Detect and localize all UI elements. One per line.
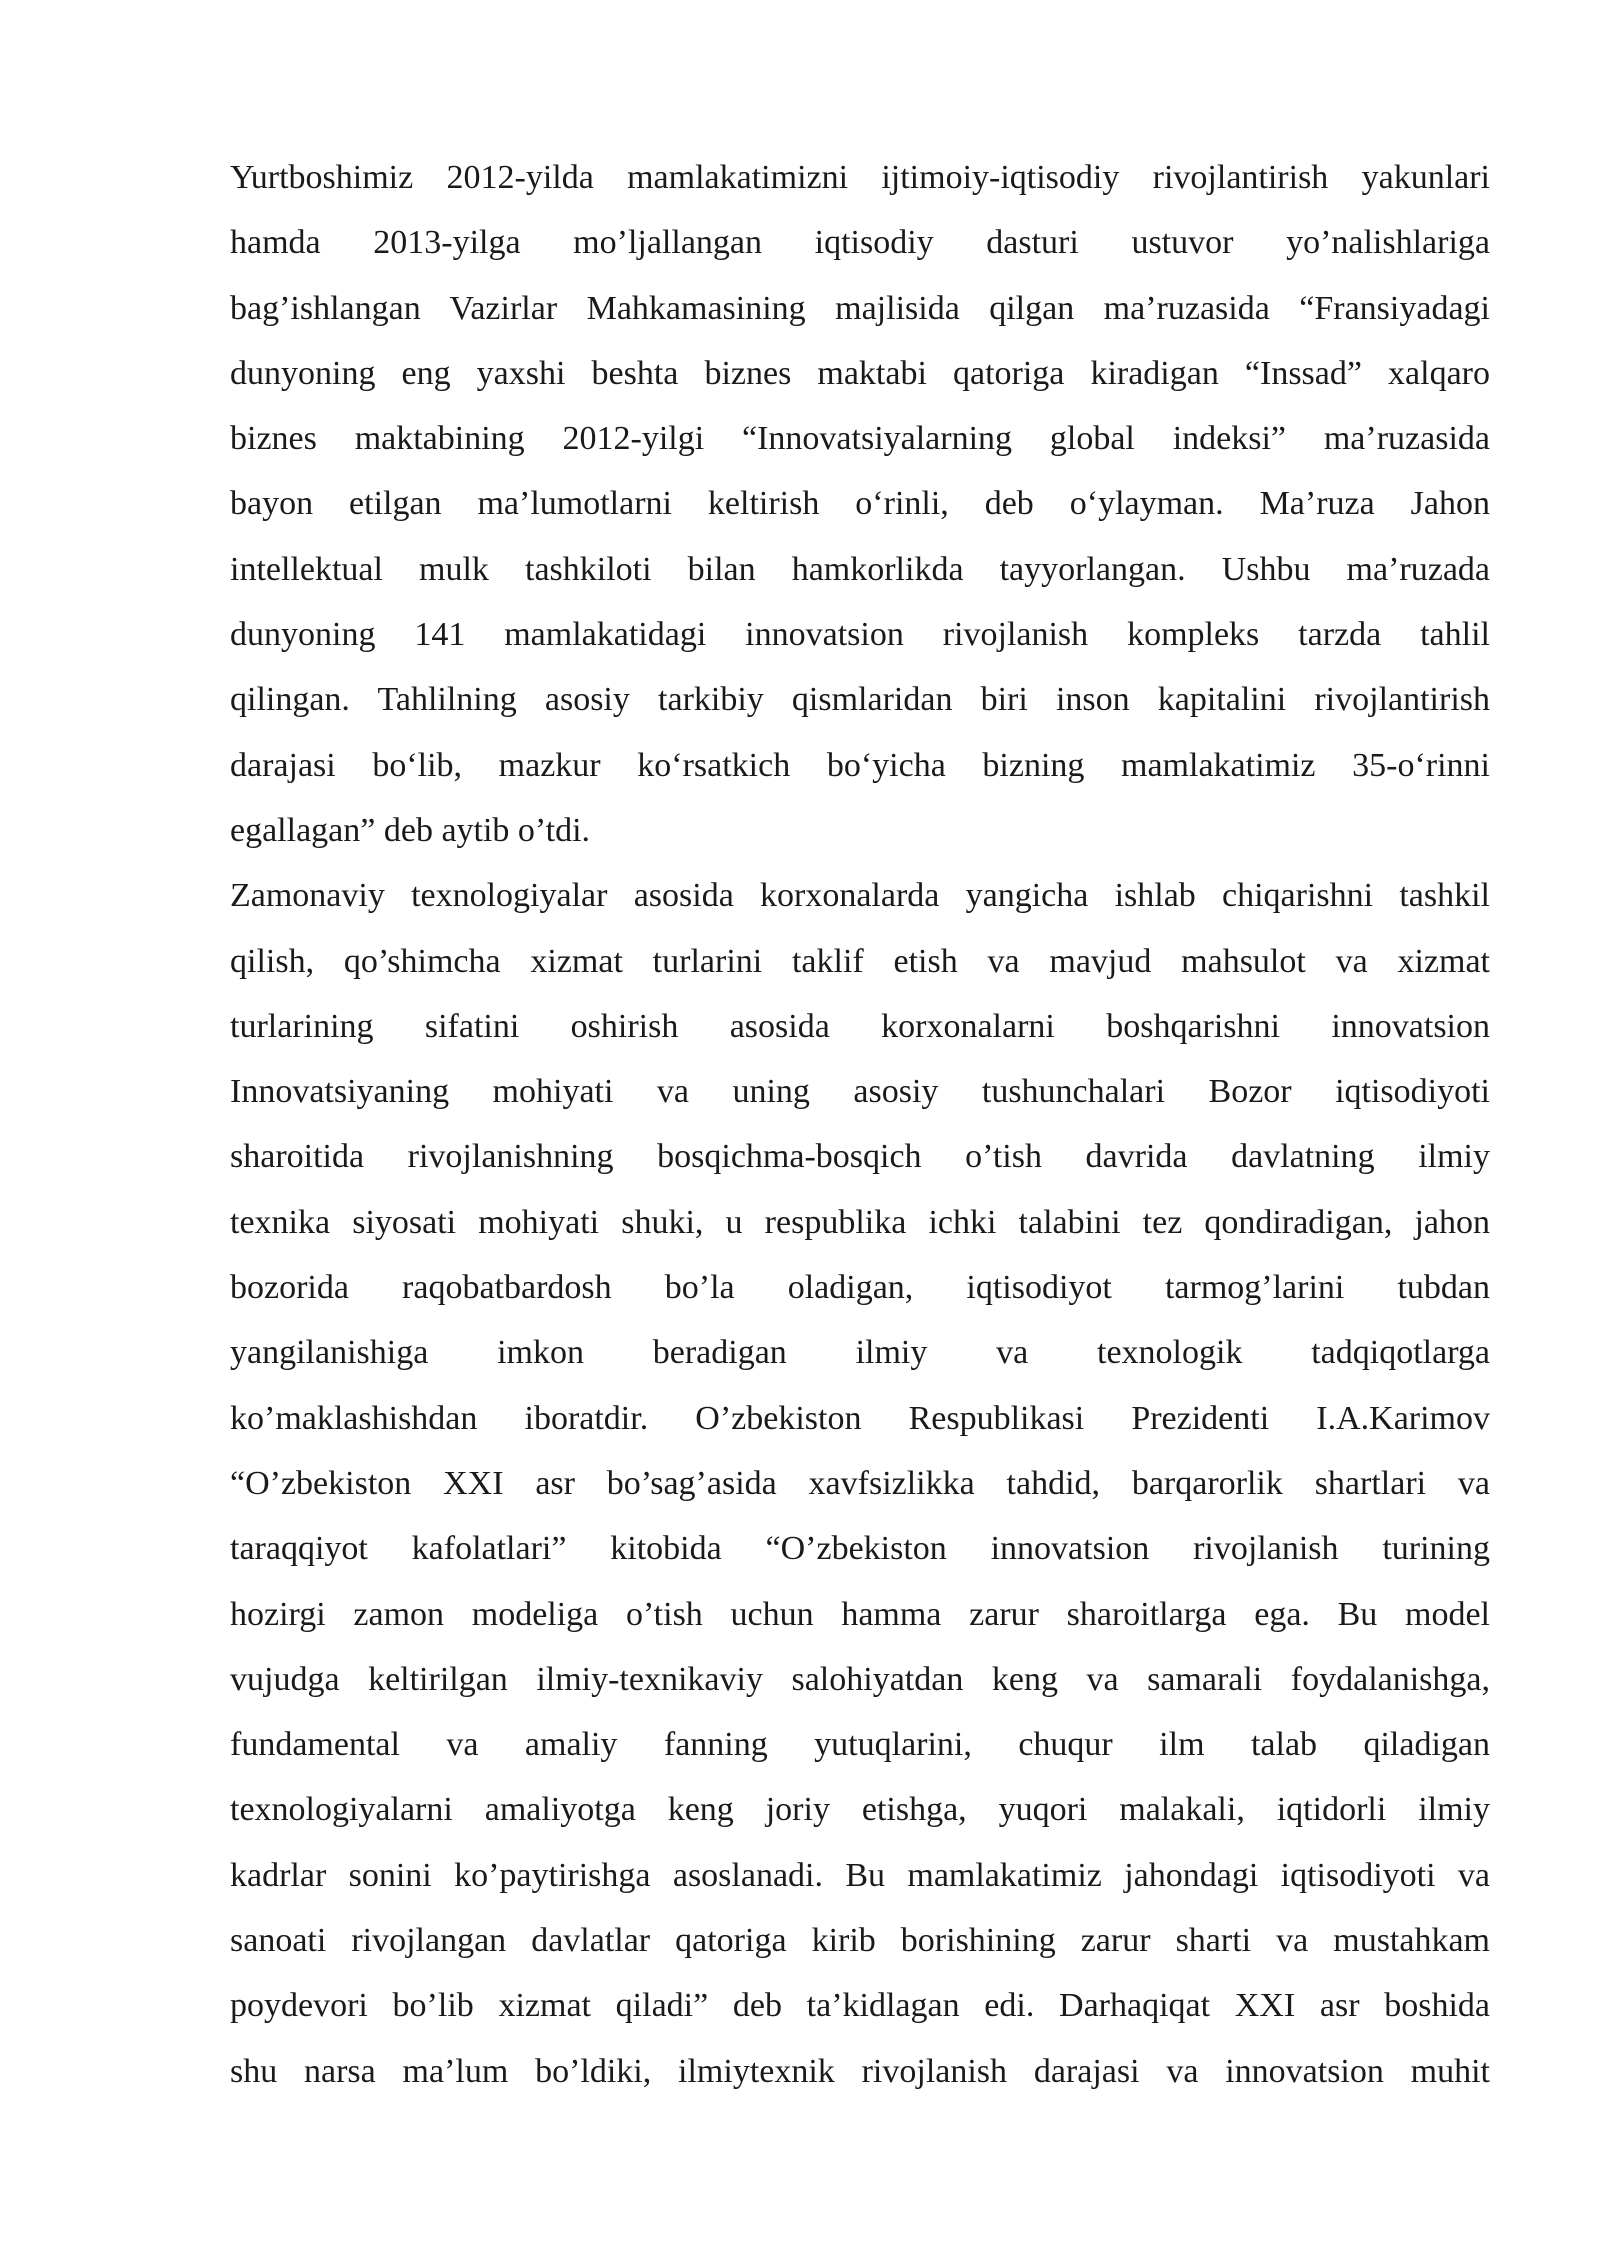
text-line: dunyoning eng yaxshi beshta biznes maktabi qatoriga kiradigan “Inssad” xalqaro	[230, 354, 1490, 392]
text-line: shu narsa ma’lum bo’ldiki, ilmiytexnik rivojlanish darajasi va innovatsion muhit	[230, 2052, 1490, 2090]
text-line: hozirgi zamon modeliga o’tish uchun hamma zarur sharoitlarga ega. Bu model	[230, 1595, 1490, 1633]
text-line: bayon etilgan ma’lumotlarni keltirish o‘rinli, deb o‘ylayman. Ma’ruza Jahon	[230, 485, 1490, 523]
text-line: ko’maklashishdan iboratdir. O’zbekiston Respublikasi Prezidenti I.A.Karimov	[230, 1399, 1490, 1437]
text-line: bag’ishlangan Vazirlar Mahkamasining majlisida qilgan ma’ruzasida “Fransiyadagi	[230, 289, 1490, 327]
text-line: kadrlar sonini ko’paytirishga asoslanadi. Bu mamlakatimiz jahondagi iqtisodiyoti va	[230, 1856, 1490, 1894]
body-text	[230, 145, 1490, 2104]
text-line: qilish, qo’shimcha xizmat turlarini taklif etish va mavjud mahsulot va xizmat	[230, 942, 1490, 980]
text-line: “O’zbekiston XXI asr bo’sag’asida xavfsizlikka tahdid, barqarorlik shartlari va	[230, 1464, 1490, 1502]
text-line: biznes maktabining 2012-yilgi “Innovatsiyalarning global indeksi” ma’ruzasida	[230, 420, 1490, 458]
text-line: qilingan. Tahlilning asosiy tarkibiy qismlaridan biri inson kapitalini rivojlantirish	[230, 681, 1490, 719]
text-line: dunyoning 141 mamlakatidagi innovatsion rivojlanish kompleks tarzda tahlil	[230, 616, 1490, 654]
text-line: Zamonaviy texnologiyalar asosida korxonalarda yangicha ishlab chiqarishni tashkil	[230, 877, 1490, 915]
text-line: poydevori bo’lib xizmat qiladi” deb ta’kidlagan edi. Darhaqiqat XXI asr boshida	[230, 1987, 1490, 2025]
text-line: texnika siyosati mohiyati shuki, u respublika ichki talabini tez qondiradigan, jahon	[230, 1203, 1490, 1241]
text-line: darajasi bo‘lib, mazkur ko‘rsatkich bo‘yicha bizning mamlakatimiz 35-o‘rinni	[230, 746, 1490, 784]
text-line: taraqqiyot kafolatlari” kitobida “O’zbekiston innovatsion rivojlanish turining	[230, 1530, 1490, 1568]
text-line: turlarining sifatini oshirish asosida korxonalarni boshqarishni innovatsion	[230, 1007, 1490, 1045]
text-line: vujudga keltirilgan ilmiy-texnikaviy salohiyatdan keng va samarali foydalanishga,	[230, 1660, 1490, 1698]
text-line: sharoitida rivojlanishning bosqichma-bosqich o’tish davrida davlatning ilmiy	[230, 1138, 1490, 1176]
text-line: egallagan” deb aytib o’tdi.	[230, 811, 591, 849]
text-line: intellektual mulk tashkiloti bilan hamkorlikda tayyorlangan. Ushbu ma’ruzada	[230, 550, 1490, 588]
text-line: hamda 2013-yilga mo’ljallangan iqtisodiy dasturi ustuvor yo’nalishlariga	[230, 224, 1490, 262]
text-line: yangilanishiga imkon beradigan ilmiy va texnologik tadqiqotlarga	[230, 1334, 1490, 1372]
text-line: fundamental va amaliy fanning yutuqlarini, chuqur ilm talab qiladigan	[230, 1726, 1490, 1764]
text-line: Innovatsiyaning mohiyati va uning asosiy tushunchalari Bozor iqtisodiyoti	[230, 1073, 1490, 1111]
text-line: Yurtboshimiz 2012-yilda mamlakatimizni ijtimoiy-iqtisodiy rivojlantirish yakunlari	[230, 159, 1490, 196]
text-line: texnologiyalarni amaliyotga keng joriy etishga, yuqori malakali, iqtidorli ilmiy	[230, 1791, 1490, 1829]
text-line: bozorida raqobatbardosh bo’la oladigan, iqtisodiyot tarmog’larini tubdan	[230, 1269, 1490, 1307]
text-line: sanoati rivojlangan davlatlar qatoriga kirib borishining zarur sharti va mustahkam	[230, 1922, 1490, 1960]
